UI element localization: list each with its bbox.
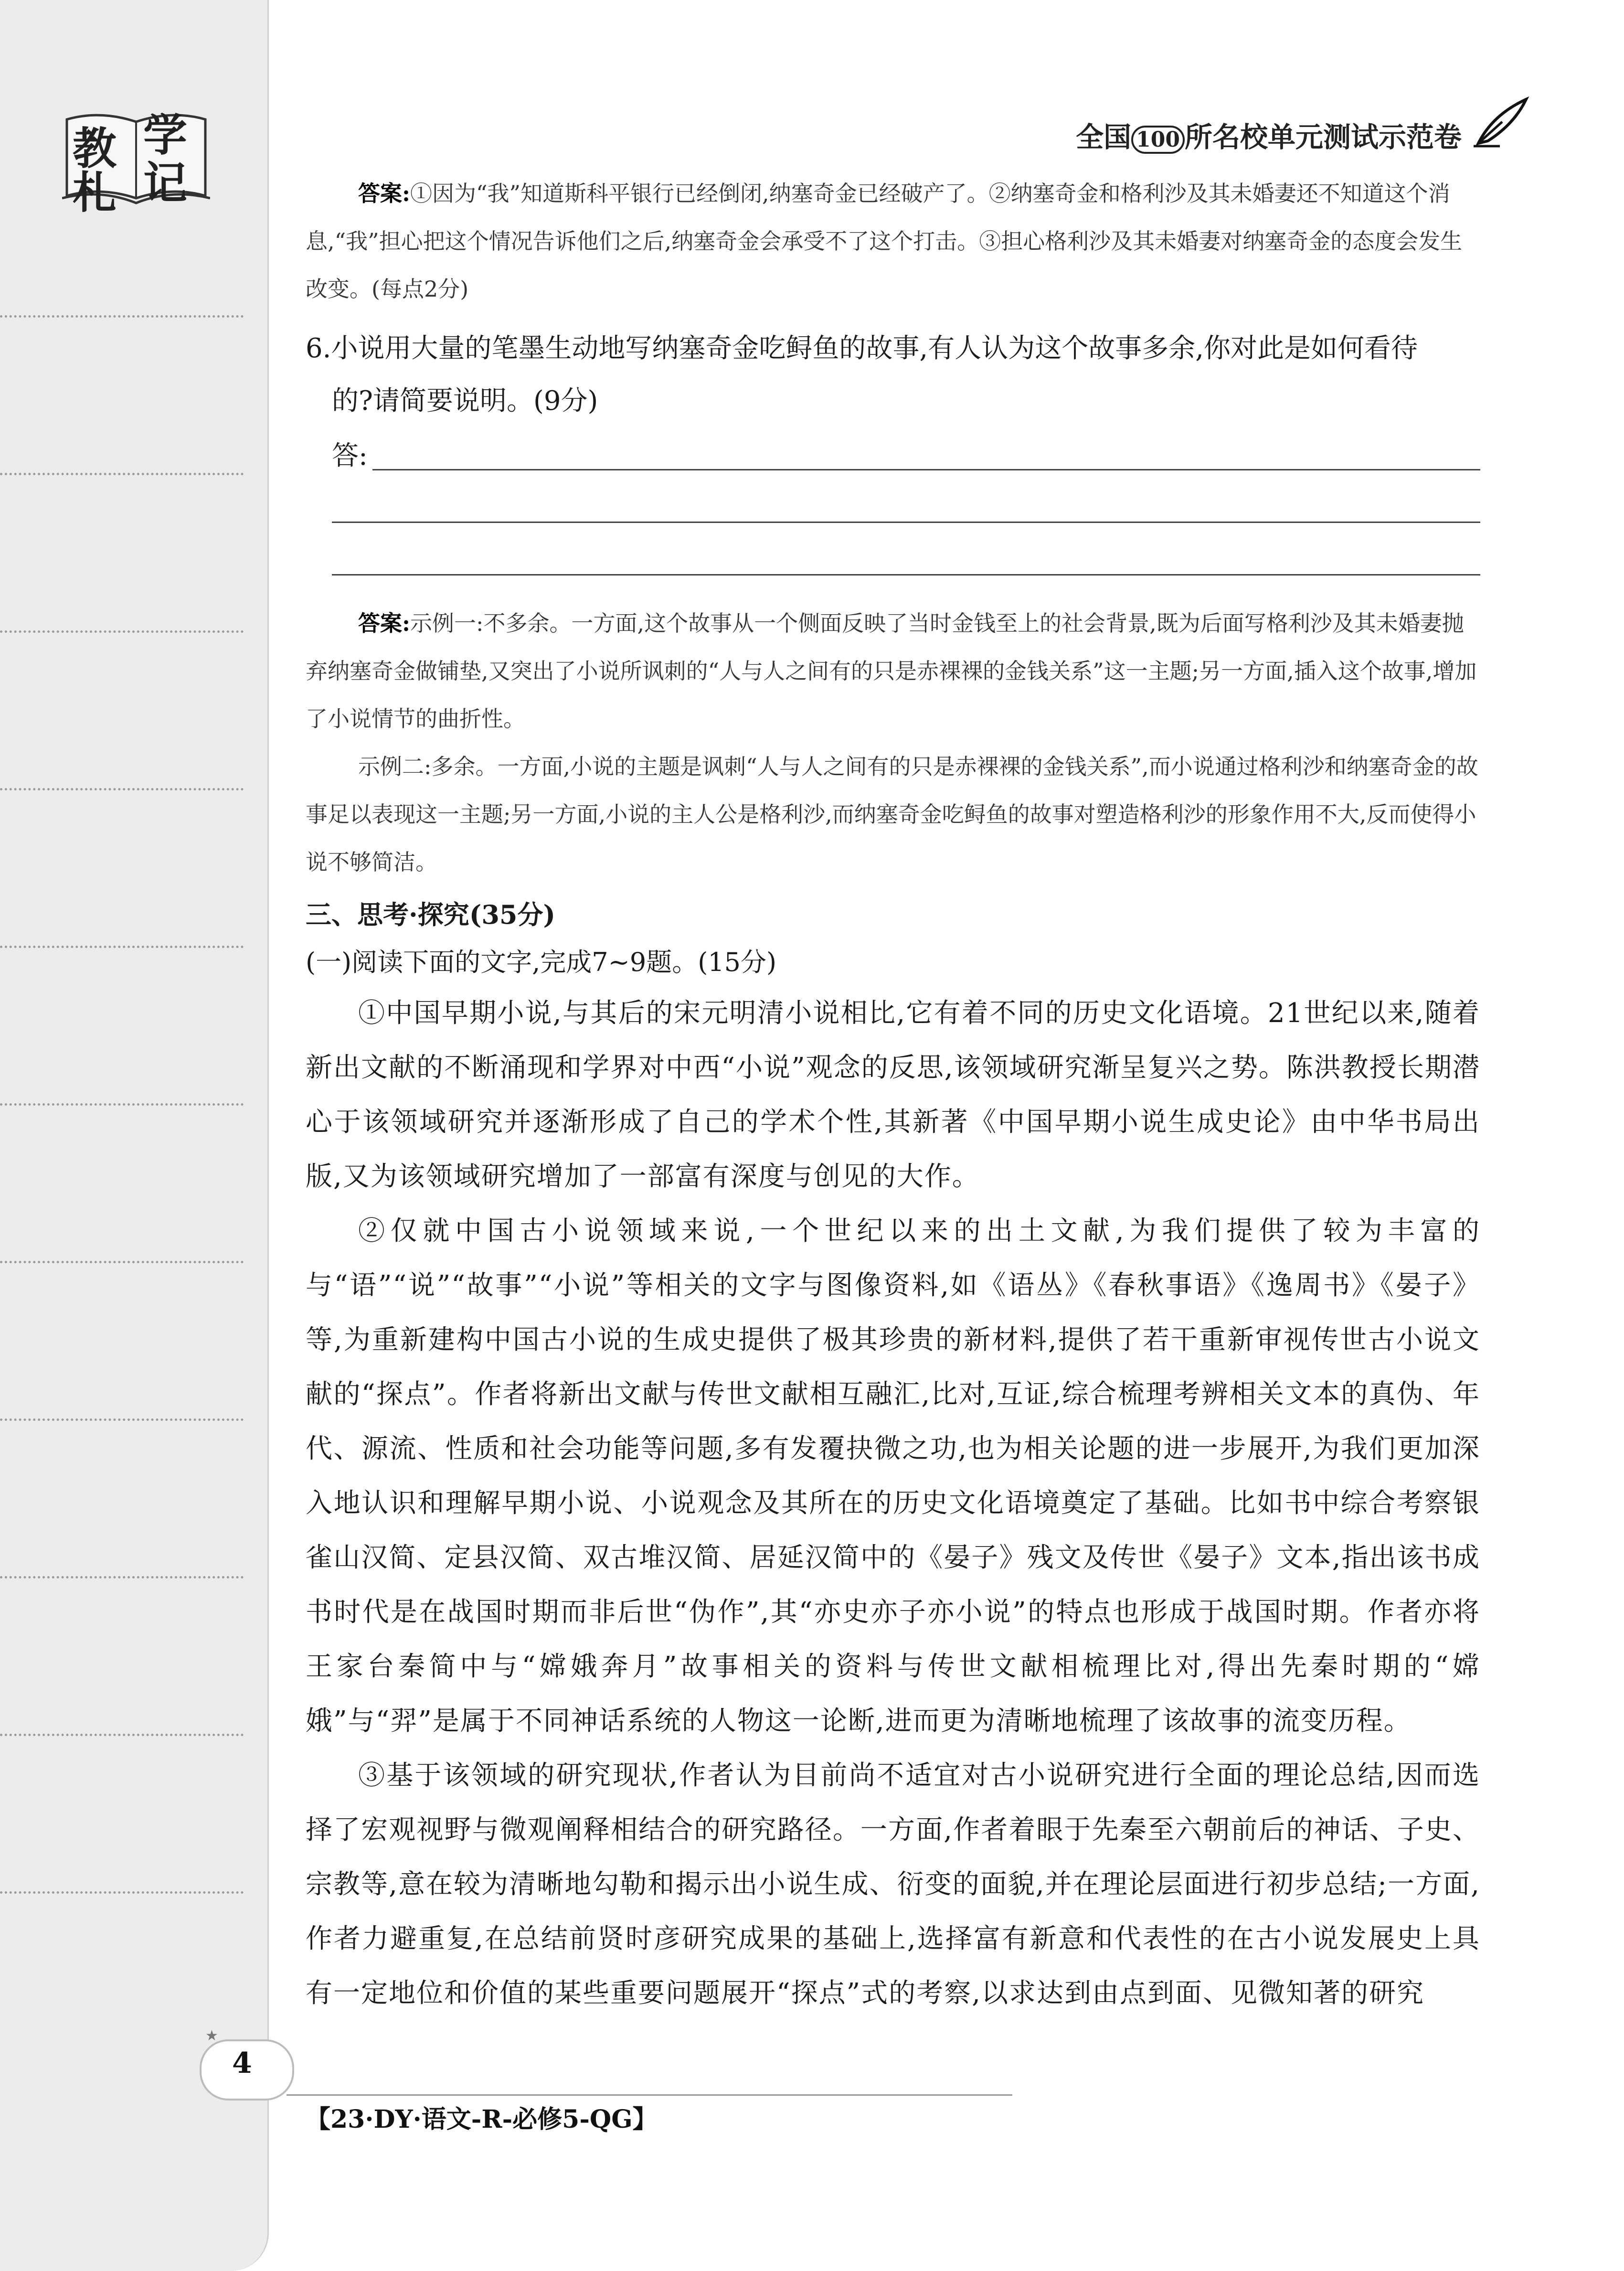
note-line <box>0 1891 244 1894</box>
note-line <box>0 473 244 475</box>
section-3-title: 三、思考·探究(35分) <box>306 899 556 930</box>
logo-char-2: 学 <box>143 109 188 161</box>
answer-label: 答案: <box>358 181 410 206</box>
brand-prefix: 全国 <box>1076 121 1132 153</box>
logo-char-3: 札 <box>73 167 117 218</box>
answer-text: ①因为“我”知道斯科平银行已经倒闭,纳塞奇金已经破产了。②纳塞奇金和格利沙及其未婚妻还不知道这个消息,“我”担心把这个情况告诉他们之后,纳塞奇金会承受不了这个打击。③担心格利沙及其未婚妻对纳塞奇金的态度会发生改变。(每点2分) <box>306 181 1463 302</box>
question-6-line2: 的?请简要说明。(9分) <box>332 385 598 416</box>
note-line <box>0 788 244 790</box>
answer-prompt: 答: <box>332 440 368 471</box>
answer-label: 答案: <box>358 610 410 636</box>
answer-line[interactable] <box>306 533 1480 585</box>
note-line <box>0 946 244 948</box>
page-content <box>306 170 1480 2021</box>
quill-icon <box>1474 96 1531 148</box>
teaching-notes-logo <box>62 105 210 218</box>
note-line <box>0 1103 244 1106</box>
note-line <box>0 1734 244 1736</box>
note-line <box>0 1576 244 1578</box>
answer-text: 示例一:不多余。一方面,这个故事从一个侧面反映了当时金钱至上的社会背景,既为后面写格利沙及其未婚妻抛弃纳塞奇金做铺垫,又突出了小说所讽刺的“人与人之间有的只是赤裸裸的金钱关系”这一主题;另一方面,插入这个故事,增加了小说情节的曲折性。 <box>306 610 1477 732</box>
question-6-line1: 6.小说用大量的笔墨生动地写纳塞奇金吃鲟鱼的故事,有人认为这个故事多余,你对此是如何看待 <box>306 333 1418 364</box>
star-icon: ★ <box>205 2027 218 2044</box>
note-line <box>0 1418 244 1421</box>
note-line <box>0 1261 244 1263</box>
passage-paragraph-1: ①中国早期小说,与其后的宋元明清小说相比,它有着不同的历史文化语境。21世纪以来,随着新出文献的不断涌现和学界对中西“小说”观念的反思,该领域研究渐呈复兴之势。陈洪教授长期潜心于该领域研究并逐渐形成了自己的学术个性,其新著《中国早期小说生成史论》由中华书局出版,又为该领域研究增加了一部富有深度与创见的大作。 <box>306 998 1480 1192</box>
page-number: 4 <box>232 2047 252 2080</box>
answer-6-example2: 示例二:多余。一方面,小说的主题是讽刺“人与人之间有的只是赤裸裸的金钱关系”,而小说通过格利沙和纳塞奇金的故事足以表现这一主题;另一方面,小说的主人公是格利沙,而纳塞奇金吃鲟鱼的故事对塑造格利沙的形象作用不大,反而使得小说不够简洁。 <box>306 754 1478 875</box>
brand-number: 100 <box>1131 126 1185 154</box>
logo-char-1: 教 <box>73 123 117 174</box>
answer-5 <box>306 170 1480 313</box>
passage-paragraph-3: ③基于该领域的研究现状,作者认为目前尚不适宜对古小说研究进行全面的理论总结,因而选择了宏观视野与微观阐释相结合的研究路径。一方面,作者着眼于先秦至六朝前后的神话、子史、宗教等,意在较为清晰地勾勒和揭示出小说生成、衍变的面貌,并在理论层面进行初步总结;一方面,作者力避重复,在总结前贤时彦研究成果的基础上,选择富有新意和代表性的在古小说发展史上具有一定地位和价值的某些重要问题展开“探点”式的考察,以求达到由点到面、见微知著的研究 <box>306 1760 1480 2009</box>
footer-divider <box>287 2094 1012 2096</box>
footer-code: 【23·DY·语文-R-必修5-QG】 <box>306 2105 658 2134</box>
note-line <box>0 630 244 633</box>
answer-line[interactable] <box>306 480 1480 533</box>
series-brand <box>1076 115 1462 155</box>
answer-line[interactable] <box>306 427 1480 480</box>
question-6 <box>306 322 1480 427</box>
brand-suffix: 所名校单元测试示范卷 <box>1184 121 1462 153</box>
answer-6-example1 <box>306 599 1480 743</box>
note-line <box>0 315 244 318</box>
notes-sidebar <box>0 0 269 2271</box>
passage-paragraph-2: ②仅就中国古小说领域来说,一个世纪以来的出土文献,为我们提供了较为丰富的与“语”“说”“故事”“小说”等相关的文字与图像资料,如《语丛》《春秋事语》《逸周书》《晏子》等,为重新建构中国古小说的生成史提供了极其珍贵的新材料,提供了若干重新审视传世古小说文献的“探点”。作者将新出文献与传世文献相互融汇,比对,互证,综合梳理考辨相关文本的真伪、年代、源流、性质和社会功能等问题,多有发覆抉微之功,也为相关论题的进一步展开,为我们更加深入地认识和理解早期小说、小说观念及其所在的历史文化语境奠定了基础。比如书中综合考察银雀山汉简、定县汉简、双古堆汉简、居延汉简中的《晏子》残文及传世《晏子》文本,指出该书成书时代是在战国时期而非后世“伪作”,其“亦史亦子亦小说”的特点也形成于战国时期。作者亦将王家台秦简中与“嫦娥奔月”故事相关的资料与传世文献相梳理比对,得出先秦时期的“嫦娥”与“羿”是属于不同神话系统的人物这一论断,进而更为清晰地梳理了该故事的流变历程。 <box>306 1215 1480 1737</box>
subsection-title: (一)阅读下面的文字,完成7~9题。(15分) <box>306 947 777 977</box>
logo-char-4: 记 <box>143 157 188 209</box>
